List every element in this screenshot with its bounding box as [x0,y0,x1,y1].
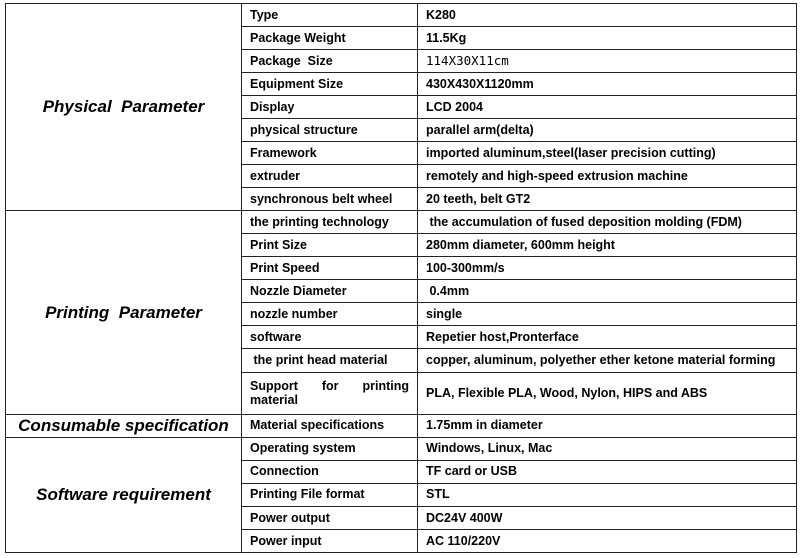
spec-value: DC24V 400W [418,506,797,529]
spec-label: Power output [242,506,418,529]
spec-value: 100-300mm/s [418,257,797,280]
spec-value: single [418,303,797,326]
spec-label: nozzle number [242,303,418,326]
spec-value: AC 110/220V [418,529,797,552]
table-row [6,4,797,27]
spec-label: Type [242,4,418,27]
table-row [6,414,797,437]
spec-value: Repetier host,Pronterface [418,326,797,349]
spec-value: Windows, Linux, Mac [418,437,797,460]
spec-value: 430X430X1120mm [418,73,797,96]
spec-label: software [242,326,418,349]
spec-label: Print Speed [242,257,418,280]
spec-label: physical structure [242,119,418,142]
spec-label: Connection [242,460,418,483]
spec-value: LCD 2004 [418,96,797,119]
spec-label: extruder [242,165,418,188]
spec-label: Material specifications [242,414,418,437]
spec-value: TF card or USB [418,460,797,483]
spec-value: parallel arm(delta) [418,119,797,142]
spec-value: PLA, Flexible PLA, Wood, Nylon, HIPS and ABS [418,372,797,414]
spec-label-line2: material [250,393,298,408]
spec-label: Display [242,96,418,119]
spec-label: Package Size [242,50,418,73]
spec-value: 1.75mm in diameter [418,414,797,437]
spec-label: Nozzle Diameter [242,280,418,303]
spec-label: Equipment Size [242,73,418,96]
spec-label-line1: Support for printing [250,378,409,393]
section-title-consumable: Consumable specification [6,414,242,437]
spec-label: Print Size [242,234,418,257]
spec-value: 20 teeth, belt GT2 [418,188,797,211]
spec-value: the accumulation of fused deposition molding (FDM) [418,211,797,234]
table-row [6,437,797,460]
spec-value: 280mm diameter, 600mm height [418,234,797,257]
spec-table [5,3,797,553]
spec-label: the printing technology [242,211,418,234]
table-row [6,211,797,234]
spec-value: 0.4mm [418,280,797,303]
section-title-printing: Printing Parameter [6,211,242,414]
spec-value: K280 [418,4,797,27]
spec-value: 114X30X11cm [418,50,797,73]
spec-value: copper, aluminum, polyether ether ketone material forming [418,349,797,372]
spec-label: Power input [242,529,418,552]
spec-label [242,372,418,414]
spec-value: 11.5Kg [418,27,797,50]
spec-label: Framework [242,142,418,165]
spec-label: Printing File format [242,483,418,506]
section-title-physical: Physical Parameter [6,4,242,211]
spec-label: Operating system [242,437,418,460]
spec-label: synchronous belt wheel [242,188,418,211]
section-title-software: Software requirement [6,437,242,552]
spec-value: imported aluminum,steel(laser precision cutting) [418,142,797,165]
spec-value: STL [418,483,797,506]
spec-label: Package Weight [242,27,418,50]
spec-value: remotely and high-speed extrusion machine [418,165,797,188]
spec-label: the print head material [242,349,418,372]
